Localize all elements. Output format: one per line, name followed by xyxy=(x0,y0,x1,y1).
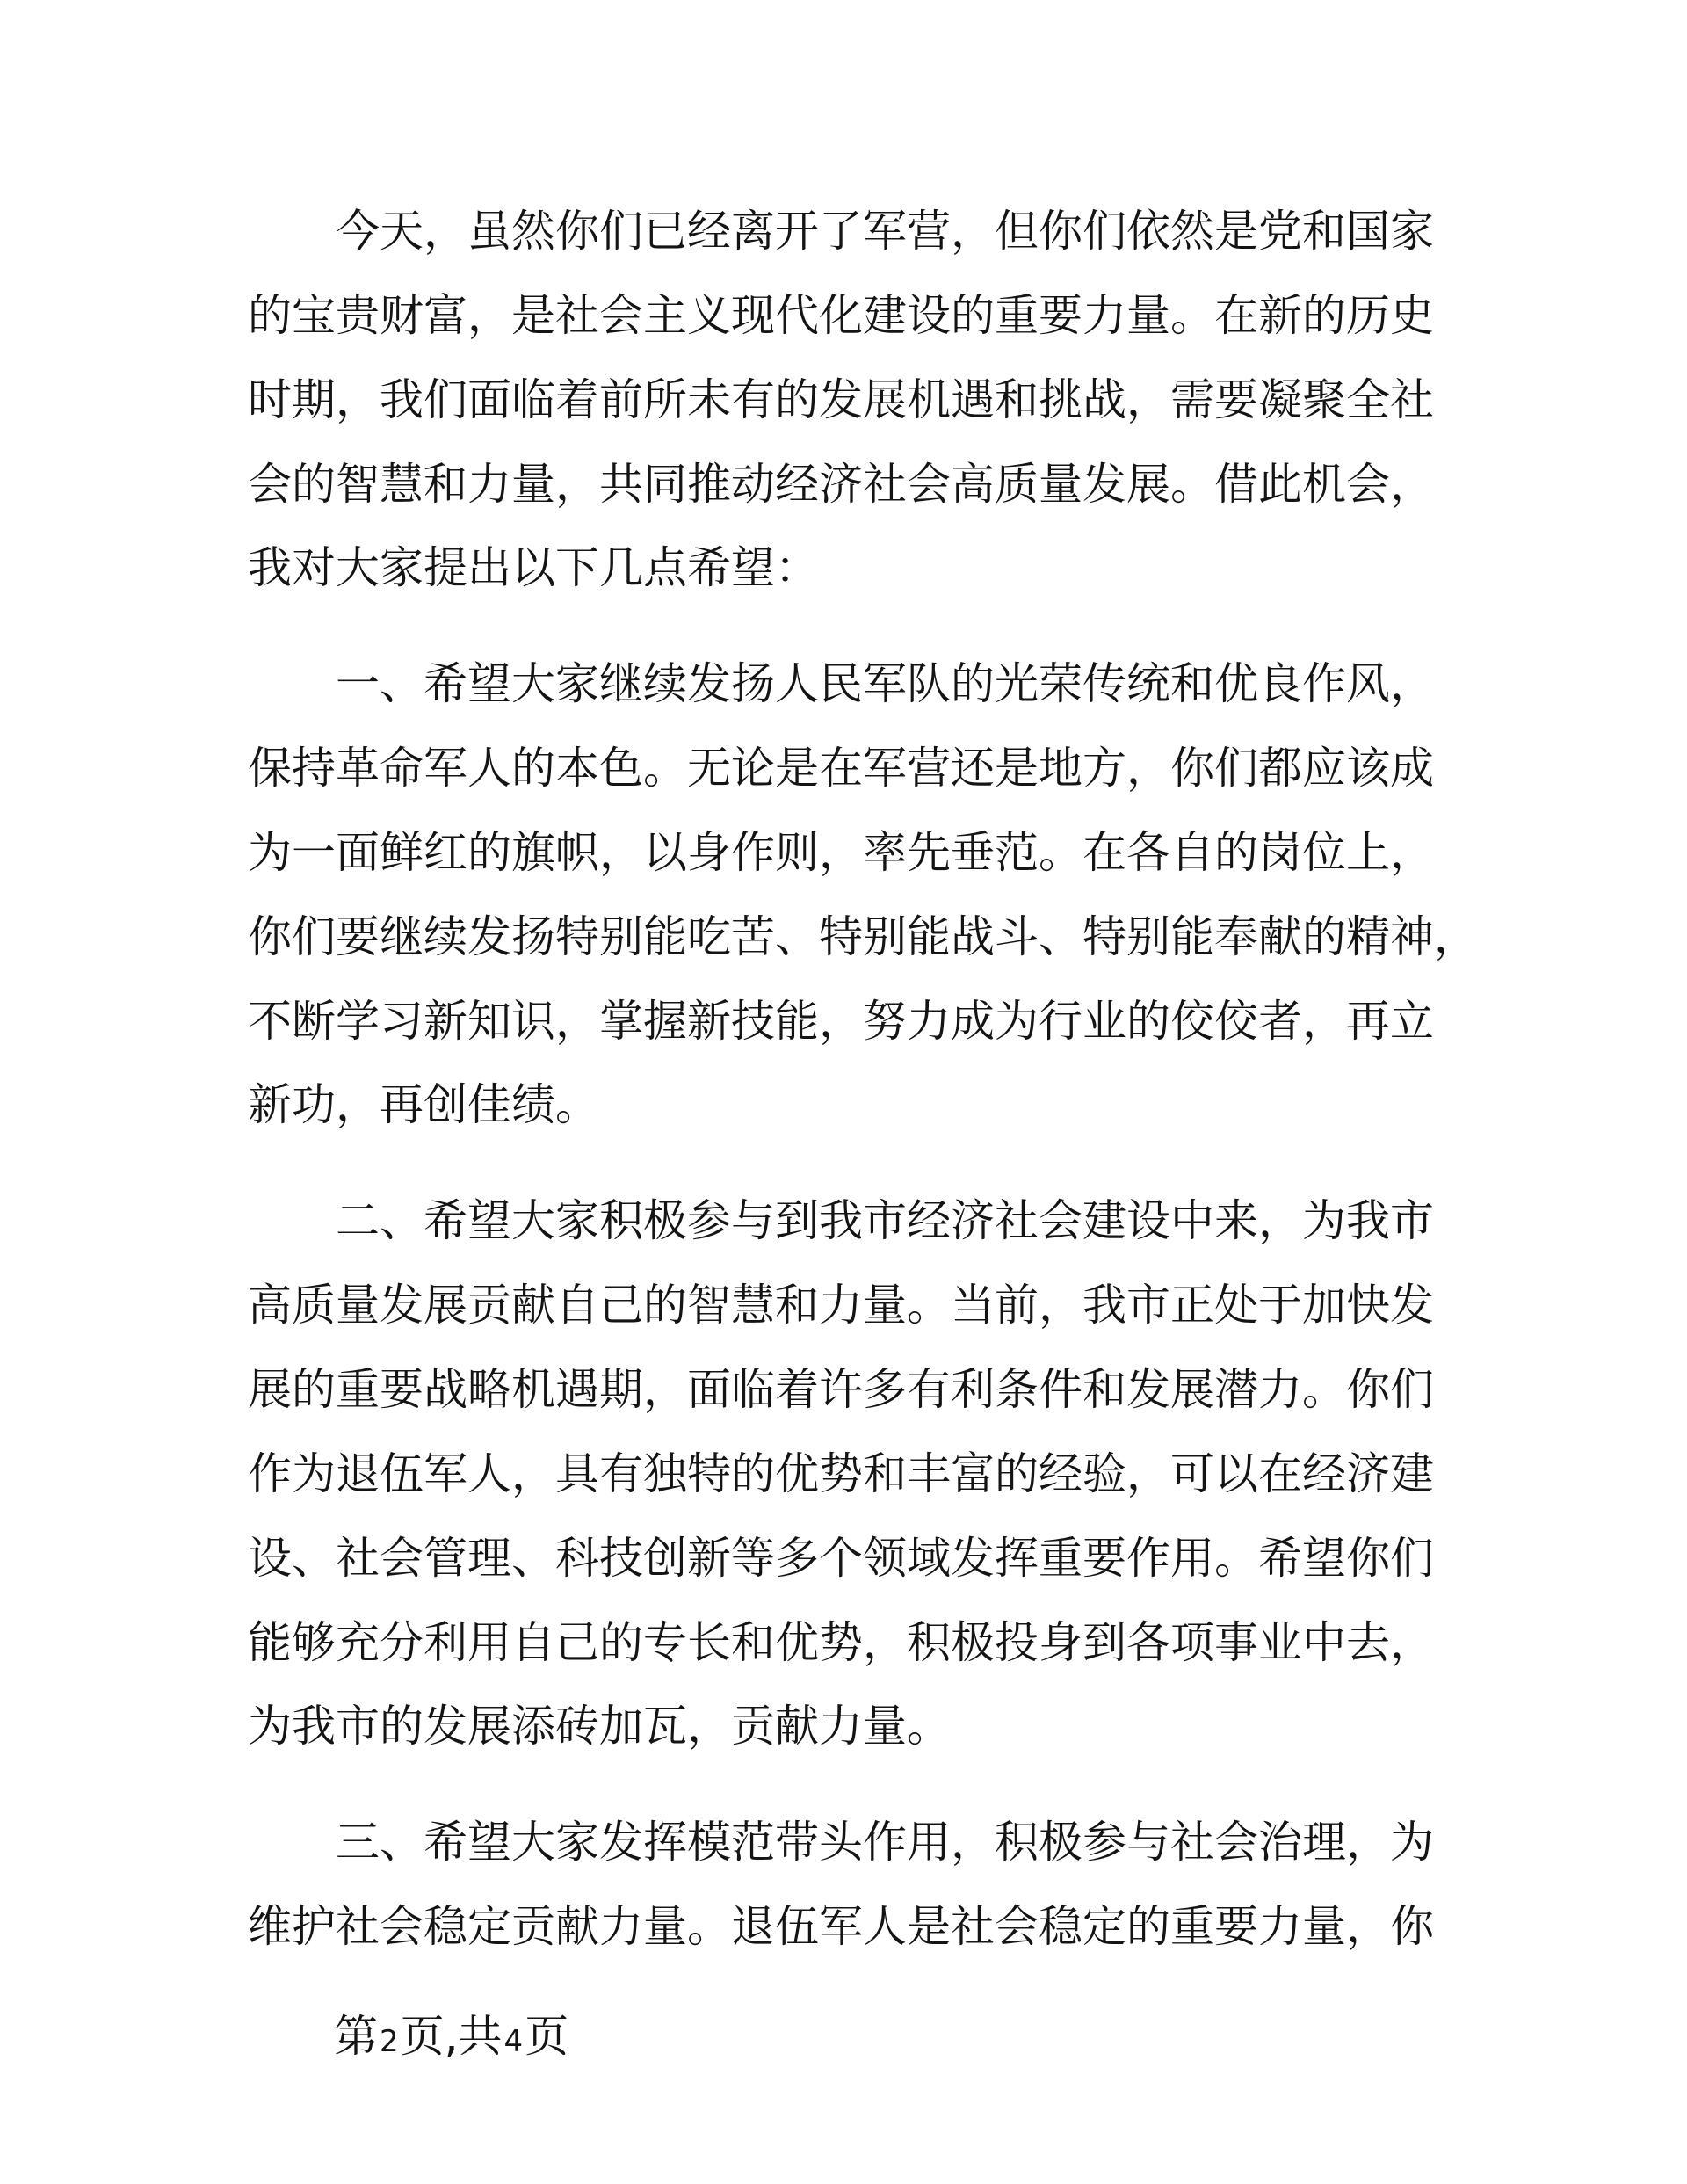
text-line: 为一面鲜红的旗帜，以身作则，率先垂范。在各自的岗位上， xyxy=(248,827,1434,878)
text-line: 时期，我们面临着前所未有的发展机遇和挑战，需要凝聚全社 xyxy=(248,374,1434,425)
current-page-number: 2 xyxy=(380,2024,399,2059)
text-line: 会的智慧和力量，共同推动经济社会高质量发展。借此机会， xyxy=(248,459,1434,510)
text-line: 为我市的发展添砖加瓦，贡献力量。 xyxy=(248,1701,951,1752)
text-line: 作为退伍军人，具有独特的优势和丰富的经验，可以在经济建 xyxy=(248,1448,1434,1499)
text-line: 不断学习新知识，掌握新技能，努力成为行业的佼佼者，再立 xyxy=(248,996,1434,1047)
text-line: 二、希望大家积极参与到我市经济社会建设中来，为我市 xyxy=(248,1195,1434,1246)
text-line: 展的重要战略机遇期，面临着许多有利条件和发展潜力。你们 xyxy=(248,1364,1434,1415)
text-line: 设、社会管理、科技创新等多个领域发挥重要作用。希望你们 xyxy=(248,1533,1434,1584)
footer-middle: 页,共 xyxy=(400,2011,503,2062)
text-line: 保持革命军人的本色。无论是在军营还是地方，你们都应该成 xyxy=(248,743,1434,794)
text-line: 高质量发展贡献自己的智慧和力量。当前，我市正处于加快发 xyxy=(248,1280,1434,1331)
text-line: 维护社会稳定贡献力量。退伍军人是社会稳定的重要力量，你 xyxy=(248,1901,1434,1952)
text-line: 我对大家提出以下几点希望： xyxy=(248,542,819,593)
total-pages-number: 4 xyxy=(503,2024,524,2059)
footer-prefix: 第 xyxy=(334,2011,378,2062)
text-line: 新功，再创佳绩。 xyxy=(248,1079,599,1130)
text-line: 今天，虽然你们已经离开了军营，但你们依然是党和国家 xyxy=(248,206,1434,257)
text-line: 一、希望大家继续发扬人民军队的光荣传统和优良作风， xyxy=(248,658,1434,709)
page-number-footer xyxy=(334,1997,568,2076)
text-line: 你们要继续发扬特别能吃苦、特别能战斗、特别能奉献的精神， xyxy=(248,911,1478,962)
text-line: 三、希望大家发挥模范带头作用，积极参与社会治理，为 xyxy=(248,1817,1434,1868)
footer-suffix: 页 xyxy=(525,2011,569,2062)
text-line: 的宝贵财富，是社会主义现代化建设的重要力量。在新的历史 xyxy=(248,290,1434,341)
text-line: 能够充分利用自己的专长和优势，积极投身到各项事业中去， xyxy=(248,1617,1434,1668)
